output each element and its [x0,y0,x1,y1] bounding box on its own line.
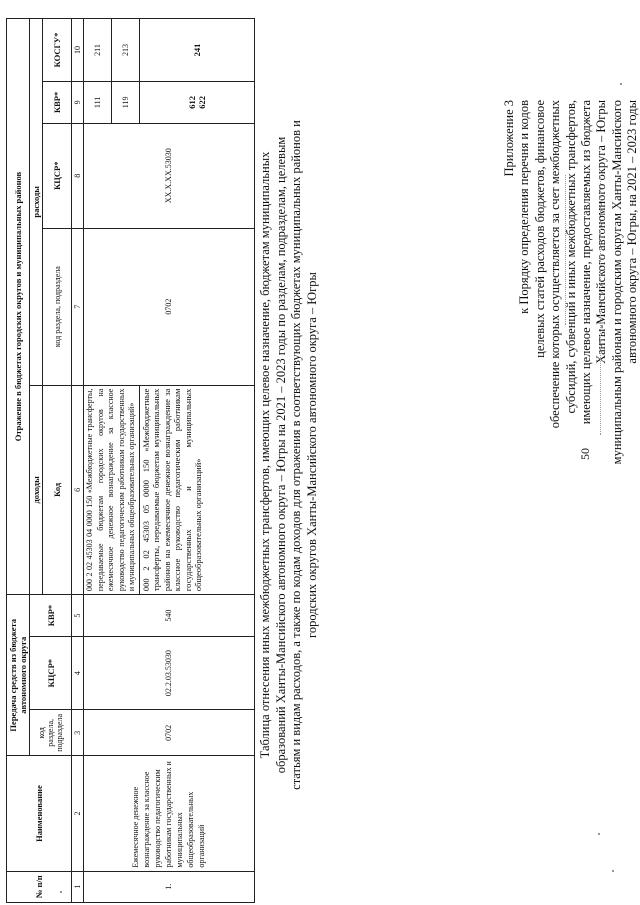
row-kvr: 540 [84,595,255,637]
header-transfer-group: Передача средств из бюджета автономного округа [7,595,30,756]
column-number: 2 [72,756,84,871]
column-number: 1 [72,871,84,902]
appendix-line: субсидий, субвенций и иных межбюджетных трансфертов, [563,100,578,414]
table-row [84,19,112,903]
column-number: 3 [72,710,84,756]
header-code: Код [43,385,72,594]
column-number: 9 [72,81,84,123]
column-numbers-row [72,19,84,903]
header-reflection-group: Отражение в бюджетах городских округов и муниципальных районов [7,19,30,595]
appendix-line: Ханты-Мансийского автономного округа – Югры [594,100,609,364]
appendix-line: автономного округа – Югры, на 2021 – 2023 годы [625,100,640,364]
appendix-line: к Порядку определения перечня и кодов [517,100,532,314]
header-section-code: код раздела, подраздела [30,710,72,756]
appendix-line: Приложение 3 [502,100,516,177]
header-kosgu: КОСГУ* [43,19,72,82]
row-kosgu-sub: 211 [84,19,112,82]
row-kosgu-sub: 213 [111,19,139,82]
column-number: 6 [72,385,84,594]
title-line: образований Ханты-Мансийского автономного округа – Югры на 2021 – 2023 годы по разделам, подразделам, целевым [273,136,288,774]
column-number: 5 [72,595,84,637]
page-number: 50 [578,448,592,460]
row-section-code: 0702 [84,710,255,756]
column-number: 8 [72,123,84,228]
header-kcsr: КЦСР* [30,637,72,710]
header-section-code-2: код раздела, подраздела [43,228,72,385]
header-kvr: КВР* [30,595,72,637]
appendix-line: целевых статей расходов бюджетов, финансовое [532,100,547,358]
row-kvr-sub: 119 [111,81,139,123]
row-num: 1. [84,871,255,902]
header-num: № п/п [7,871,72,902]
row-kvr-2: 612 622 [139,81,254,123]
header-kcsr-2: КЦСР* [43,123,72,228]
row-name: Ежемесячное денежное вознаграждение за классное руководство педагогическим работникам государственных и муниципальных общеобразовательных организаций [84,756,255,871]
appendix-line: обеспечение которых осуществляется за счет межбюджетных [548,100,563,429]
row-income-code-cities: 000 2 02 45303 04 0000 150 «Межбюджетные трансферты, передаваемые бюджетам городских округов на ежемесячное денежное вознаграждение за классное руководство педагогическим работникам государственных и муниципальных общеобразовательных организаций» [84,385,140,594]
column-number: 4 [72,637,84,710]
header-kvr-2: КВР* [43,81,72,123]
row-section-code-2: 0702 [84,228,255,385]
row-kvr-sub: 111 [84,81,112,123]
document-title [258,25,320,885]
appendix-line: имеющих целевое назначение, предоставляемых из бюджета [579,100,594,425]
header-expense: расходы [30,19,43,386]
row-kosgu: 241 [139,19,254,82]
header-name: Наименование [7,756,72,871]
title-line: статьям и видам расходов, а также по кодам доходов для отражения в соответствующих бюджетах муниципальных районов и [289,120,303,790]
row-kcsr: 02.2.03.53030 [84,637,255,710]
row-kcsr-2: XX.X.XX.53030 [84,123,255,228]
title-line: городских округов Ханты-Мансийского автономного округа – Югры [304,272,319,638]
column-number: 7 [72,228,84,385]
appendix-header [502,100,640,520]
row-income-code-districts: 000 2 02 45303 05 0000 150 «Межбюджетные трансферты, передаваемые бюджетам муниципальных районов на ежемесячное денежное вознаграждение за классное руководство педагогическим работникам государственных и муниципальных общеобразовательных организаций» [139,385,254,594]
header-income: доходы [30,385,43,594]
title-line: Таблица отнесения иных межбюджетных трансфертов, имеющих целевое назначение, бюджетам муниципальных [258,151,272,759]
appendix-line: муниципальным районам и городским округам Ханты-Мансийского [609,100,624,465]
transfers-table [6,18,255,903]
column-number: 10 [72,19,84,82]
